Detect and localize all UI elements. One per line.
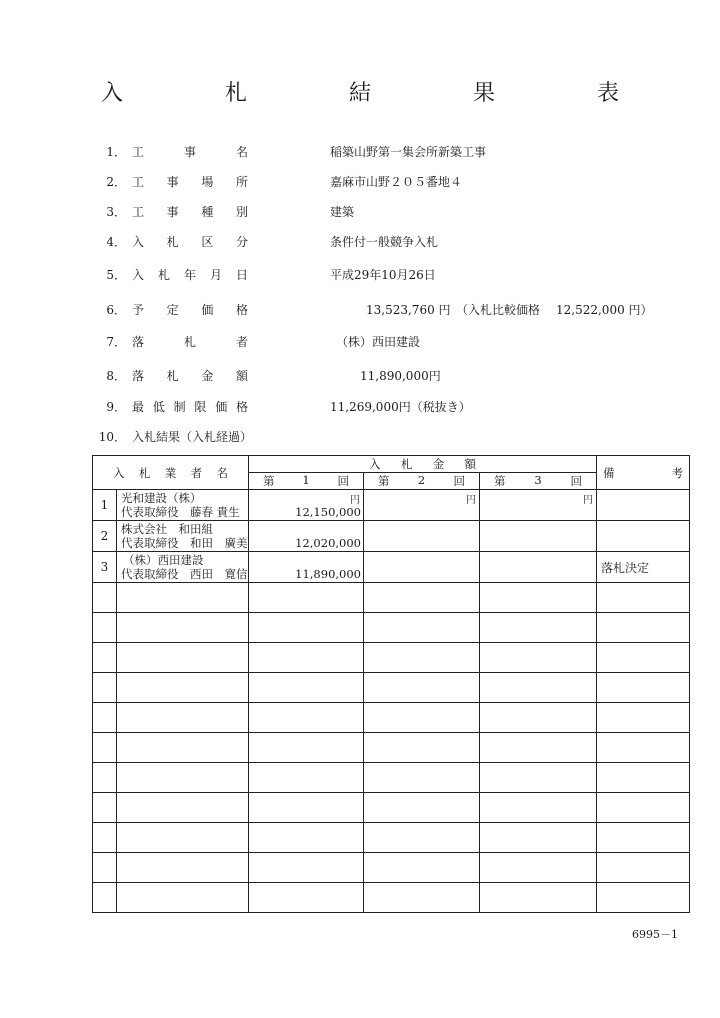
header-remarks <box>597 456 690 490</box>
info-number: 8． <box>106 369 126 383</box>
info-label-char: 最 <box>132 400 145 414</box>
document-code: 6995－1 <box>632 928 678 941</box>
info-label-char: 日 <box>235 268 248 282</box>
empty-cell <box>93 733 117 763</box>
empty-cell <box>364 733 480 763</box>
info-label-char: 種 <box>201 205 214 219</box>
empty-cell <box>249 853 364 883</box>
header-char: 1 <box>302 473 310 487</box>
empty-cell <box>480 853 597 883</box>
info-label-char: 価 <box>215 400 228 414</box>
info-label-char: 定 <box>166 303 179 317</box>
info-label <box>132 203 248 220</box>
header-char: 者 <box>190 465 203 480</box>
bidder-name-cell <box>117 552 249 583</box>
info-label <box>132 333 248 350</box>
bid-amount-value: 12,150,000 <box>295 505 361 519</box>
empty-cell <box>249 823 364 853</box>
info-label-char: 別 <box>235 205 248 219</box>
empty-cell <box>249 643 364 673</box>
header-char: 備 <box>603 465 615 480</box>
empty-cell <box>93 613 117 643</box>
bid-amount-round-3 <box>480 552 597 583</box>
header-char: 金 <box>432 457 445 471</box>
yen-unit: 円 <box>350 495 360 506</box>
info-number: 9． <box>106 400 126 414</box>
remarks-cell <box>597 521 690 552</box>
header-char: 入 <box>369 457 381 471</box>
info-label-char: 名 <box>235 145 248 159</box>
empty-cell <box>117 733 249 763</box>
info-number: 4． <box>106 235 126 249</box>
info-row <box>0 233 720 253</box>
empty-cell <box>364 673 480 703</box>
bidder-representative: 代表取締役 西田 寛信 <box>121 567 248 581</box>
table-row-empty <box>93 823 690 853</box>
bid-amount-round-3 <box>480 521 597 552</box>
info-label <box>132 173 248 190</box>
page-title: 入 札 結 果 表 <box>100 81 659 106</box>
bid-amount-round-1 <box>249 552 364 583</box>
header-round-label <box>480 473 596 489</box>
info-label-char: 場 <box>201 175 214 189</box>
info-label-char: 工 <box>132 205 145 219</box>
info-label-char: 格 <box>235 400 248 414</box>
empty-cell <box>597 763 690 793</box>
info-label-char: 価 <box>201 303 214 317</box>
table-row-empty <box>93 583 690 613</box>
row-number: 2 <box>93 521 117 552</box>
info-label-char: 額 <box>235 369 248 383</box>
info-value: 11,890,000円 <box>360 369 441 383</box>
empty-cell <box>597 583 690 613</box>
bid-amount-round-3 <box>480 490 597 521</box>
info-value: 11,269,000円（税抜き） <box>330 400 471 414</box>
empty-cell <box>93 763 117 793</box>
remarks-cell: 落札決定 <box>597 552 690 583</box>
empty-cell <box>597 673 690 703</box>
info-label-char: 事 <box>166 175 179 189</box>
empty-cell <box>93 793 117 823</box>
empty-cell <box>364 883 480 913</box>
empty-cell <box>249 613 364 643</box>
empty-cell <box>117 613 249 643</box>
bid-amount-value: 12,020,000 <box>295 536 361 550</box>
header-char: 2 <box>417 473 426 487</box>
info-label-char: 落 <box>132 369 145 383</box>
header-char: 第 <box>494 474 506 488</box>
info-label-char: 限 <box>194 400 207 414</box>
info-label <box>132 398 248 415</box>
info-label-char: 入 <box>132 235 145 249</box>
header-char: 考 <box>671 465 684 480</box>
info-label-char: 札 <box>157 268 170 282</box>
info-label-char: 入札結果（入札経過） <box>132 430 253 444</box>
info-row <box>0 301 720 321</box>
bid-amount-value: 11,890,000 <box>295 567 361 581</box>
info-number: 6． <box>106 303 126 317</box>
bidder-name-cell <box>117 521 249 552</box>
info-row <box>0 398 720 418</box>
info-label-char: 札 <box>166 369 179 383</box>
empty-cell <box>117 763 249 793</box>
info-label-char: 年 <box>183 268 196 282</box>
bidder-company: 光和建設（株） <box>121 491 202 505</box>
table-row-empty <box>93 883 690 913</box>
row-number: 3 <box>93 552 117 583</box>
empty-cell <box>249 793 364 823</box>
empty-cell <box>249 763 364 793</box>
empty-cell <box>93 853 117 883</box>
info-label-char: 入 <box>132 268 145 282</box>
table-row <box>93 490 690 521</box>
info-value: （株）西田建設 <box>336 335 421 349</box>
info-number: 2． <box>106 175 126 189</box>
table-row-empty <box>93 733 690 763</box>
header-round-label <box>249 473 363 489</box>
empty-cell <box>117 823 249 853</box>
bid-amount-round-2 <box>364 490 480 521</box>
info-value: 稲築山野第一集会所新築工事 <box>330 145 487 159</box>
info-label-char: 低 <box>152 400 165 414</box>
bidder-company: （株）西田建設 <box>123 553 204 567</box>
comparison-price-label: （入札比較価格 <box>456 303 541 317</box>
yen-unit: 円 <box>583 495 594 506</box>
empty-cell <box>117 853 249 883</box>
bid-amount-round-1 <box>249 521 364 552</box>
empty-cell <box>480 763 597 793</box>
info-label <box>132 266 248 283</box>
header-char: 札 <box>138 465 151 480</box>
header-char: 第 <box>378 474 390 488</box>
table-row-empty <box>93 793 690 823</box>
remarks-cell <box>597 490 690 521</box>
empty-cell <box>249 733 364 763</box>
info-row <box>0 367 720 387</box>
info-label <box>132 233 248 250</box>
info-value: 平成29年10月26日 <box>330 268 436 282</box>
header-char: 回 <box>337 474 349 488</box>
table-row <box>93 521 690 552</box>
info-label-char: 者 <box>235 335 248 349</box>
empty-cell <box>93 823 117 853</box>
empty-cell <box>117 643 249 673</box>
empty-cell <box>93 703 117 733</box>
empty-cell <box>480 883 597 913</box>
empty-cell <box>364 583 480 613</box>
empty-cell <box>597 883 690 913</box>
empty-cell <box>364 823 480 853</box>
info-label-char: 札 <box>166 235 179 249</box>
empty-cell <box>480 613 597 643</box>
header-round-3 <box>480 473 597 490</box>
info-number: 10． <box>98 430 126 444</box>
empty-cell <box>364 763 480 793</box>
empty-cell <box>597 733 690 763</box>
empty-cell <box>480 733 597 763</box>
empty-cell <box>117 883 249 913</box>
comparison-price: 12,522,000 円） <box>556 303 653 317</box>
empty-cell <box>93 673 117 703</box>
empty-cell <box>117 793 249 823</box>
info-value: 条件付一般競争入札 <box>330 235 439 249</box>
bidder-company: 株式会社 和田組 <box>121 522 213 536</box>
empty-cell <box>597 703 690 733</box>
empty-cell <box>597 643 690 673</box>
empty-cell <box>480 793 597 823</box>
bid-result-table-wrap <box>92 455 689 917</box>
planned-price: 13,523,760 円 <box>366 303 451 317</box>
empty-cell <box>597 823 690 853</box>
bid-amount-round-2 <box>364 521 480 552</box>
empty-cell <box>249 703 364 733</box>
info-row <box>0 428 720 448</box>
empty-cell <box>364 613 480 643</box>
bid-amount-round-1 <box>249 490 364 521</box>
empty-cell <box>117 703 249 733</box>
info-label-char: 格 <box>235 303 248 317</box>
info-label-char: 月 <box>209 268 222 282</box>
header-char: 第 <box>263 474 275 488</box>
empty-cell <box>93 883 117 913</box>
empty-cell <box>597 613 690 643</box>
header-char: 業 <box>164 465 177 480</box>
info-row <box>0 266 720 286</box>
bidder-representative: 代表取締役 藤春 貴生 <box>121 505 240 519</box>
info-label-char: 所 <box>235 175 248 189</box>
empty-cell <box>249 583 364 613</box>
header-char: 名 <box>216 465 228 480</box>
info-label-char: 落 <box>132 335 145 349</box>
info-row <box>0 143 720 163</box>
info-label-char: 予 <box>132 303 145 317</box>
header-round-label <box>364 473 479 489</box>
bidder-name-cell <box>117 490 249 521</box>
info-number: 7． <box>106 335 126 349</box>
info-label-char: 事 <box>166 205 179 219</box>
yen-unit: 円 <box>466 495 476 506</box>
info-label-char: 工 <box>132 145 145 159</box>
empty-cell <box>249 673 364 703</box>
info-label <box>132 301 248 318</box>
empty-cell <box>364 793 480 823</box>
empty-cell <box>364 703 480 733</box>
empty-cell <box>597 793 690 823</box>
info-label-char: 分 <box>235 235 248 249</box>
empty-cell <box>480 643 597 673</box>
info-label <box>132 143 248 160</box>
info-value: 嘉麻市山野２０５番地４ <box>330 175 463 189</box>
info-number: 5． <box>106 268 126 282</box>
header-bidder-name <box>93 456 249 490</box>
bid-result-table <box>92 455 690 913</box>
info-row <box>0 333 720 353</box>
empty-cell <box>480 583 597 613</box>
table-row-empty <box>93 703 690 733</box>
table-row-empty <box>93 643 690 673</box>
info-label <box>132 428 292 445</box>
empty-cell <box>117 673 249 703</box>
info-label <box>132 367 248 384</box>
empty-cell <box>597 853 690 883</box>
bid-amount-round-2 <box>364 552 480 583</box>
table-row-empty <box>93 673 690 703</box>
info-number: 1． <box>106 145 126 159</box>
empty-cell <box>480 673 597 703</box>
header-char: 3 <box>534 473 542 487</box>
empty-cell <box>249 883 364 913</box>
header-char: 額 <box>464 457 477 471</box>
header-char: 回 <box>570 474 583 488</box>
info-row <box>0 173 720 193</box>
header-char: 札 <box>400 457 413 471</box>
empty-cell <box>93 643 117 673</box>
empty-cell <box>364 853 480 883</box>
table-row-empty <box>93 853 690 883</box>
row-number: 1 <box>93 490 117 521</box>
header-round-2 <box>364 473 480 490</box>
info-label-char: 制 <box>173 400 186 414</box>
info-label-char: 事 <box>183 145 196 159</box>
header-amount <box>249 456 597 473</box>
info-label-char: 札 <box>183 335 196 349</box>
header-char: 入 <box>113 465 125 480</box>
info-value: 建築 <box>330 205 355 219</box>
header-char: 回 <box>453 474 465 488</box>
empty-cell <box>364 643 480 673</box>
header-round-1 <box>249 473 364 490</box>
bidder-representative: 代表取締役 和田 廣美 <box>121 536 248 550</box>
info-row <box>0 203 720 223</box>
table-row-empty <box>93 763 690 793</box>
empty-cell <box>93 583 117 613</box>
empty-cell <box>480 823 597 853</box>
info-label-char: 金 <box>201 369 214 383</box>
empty-cell <box>480 703 597 733</box>
table-row <box>93 552 690 583</box>
info-label-char: 工 <box>132 175 145 189</box>
info-label-char: 区 <box>201 235 214 249</box>
table-row-empty <box>93 613 690 643</box>
empty-cell <box>117 583 249 613</box>
info-number: 3． <box>106 205 126 219</box>
